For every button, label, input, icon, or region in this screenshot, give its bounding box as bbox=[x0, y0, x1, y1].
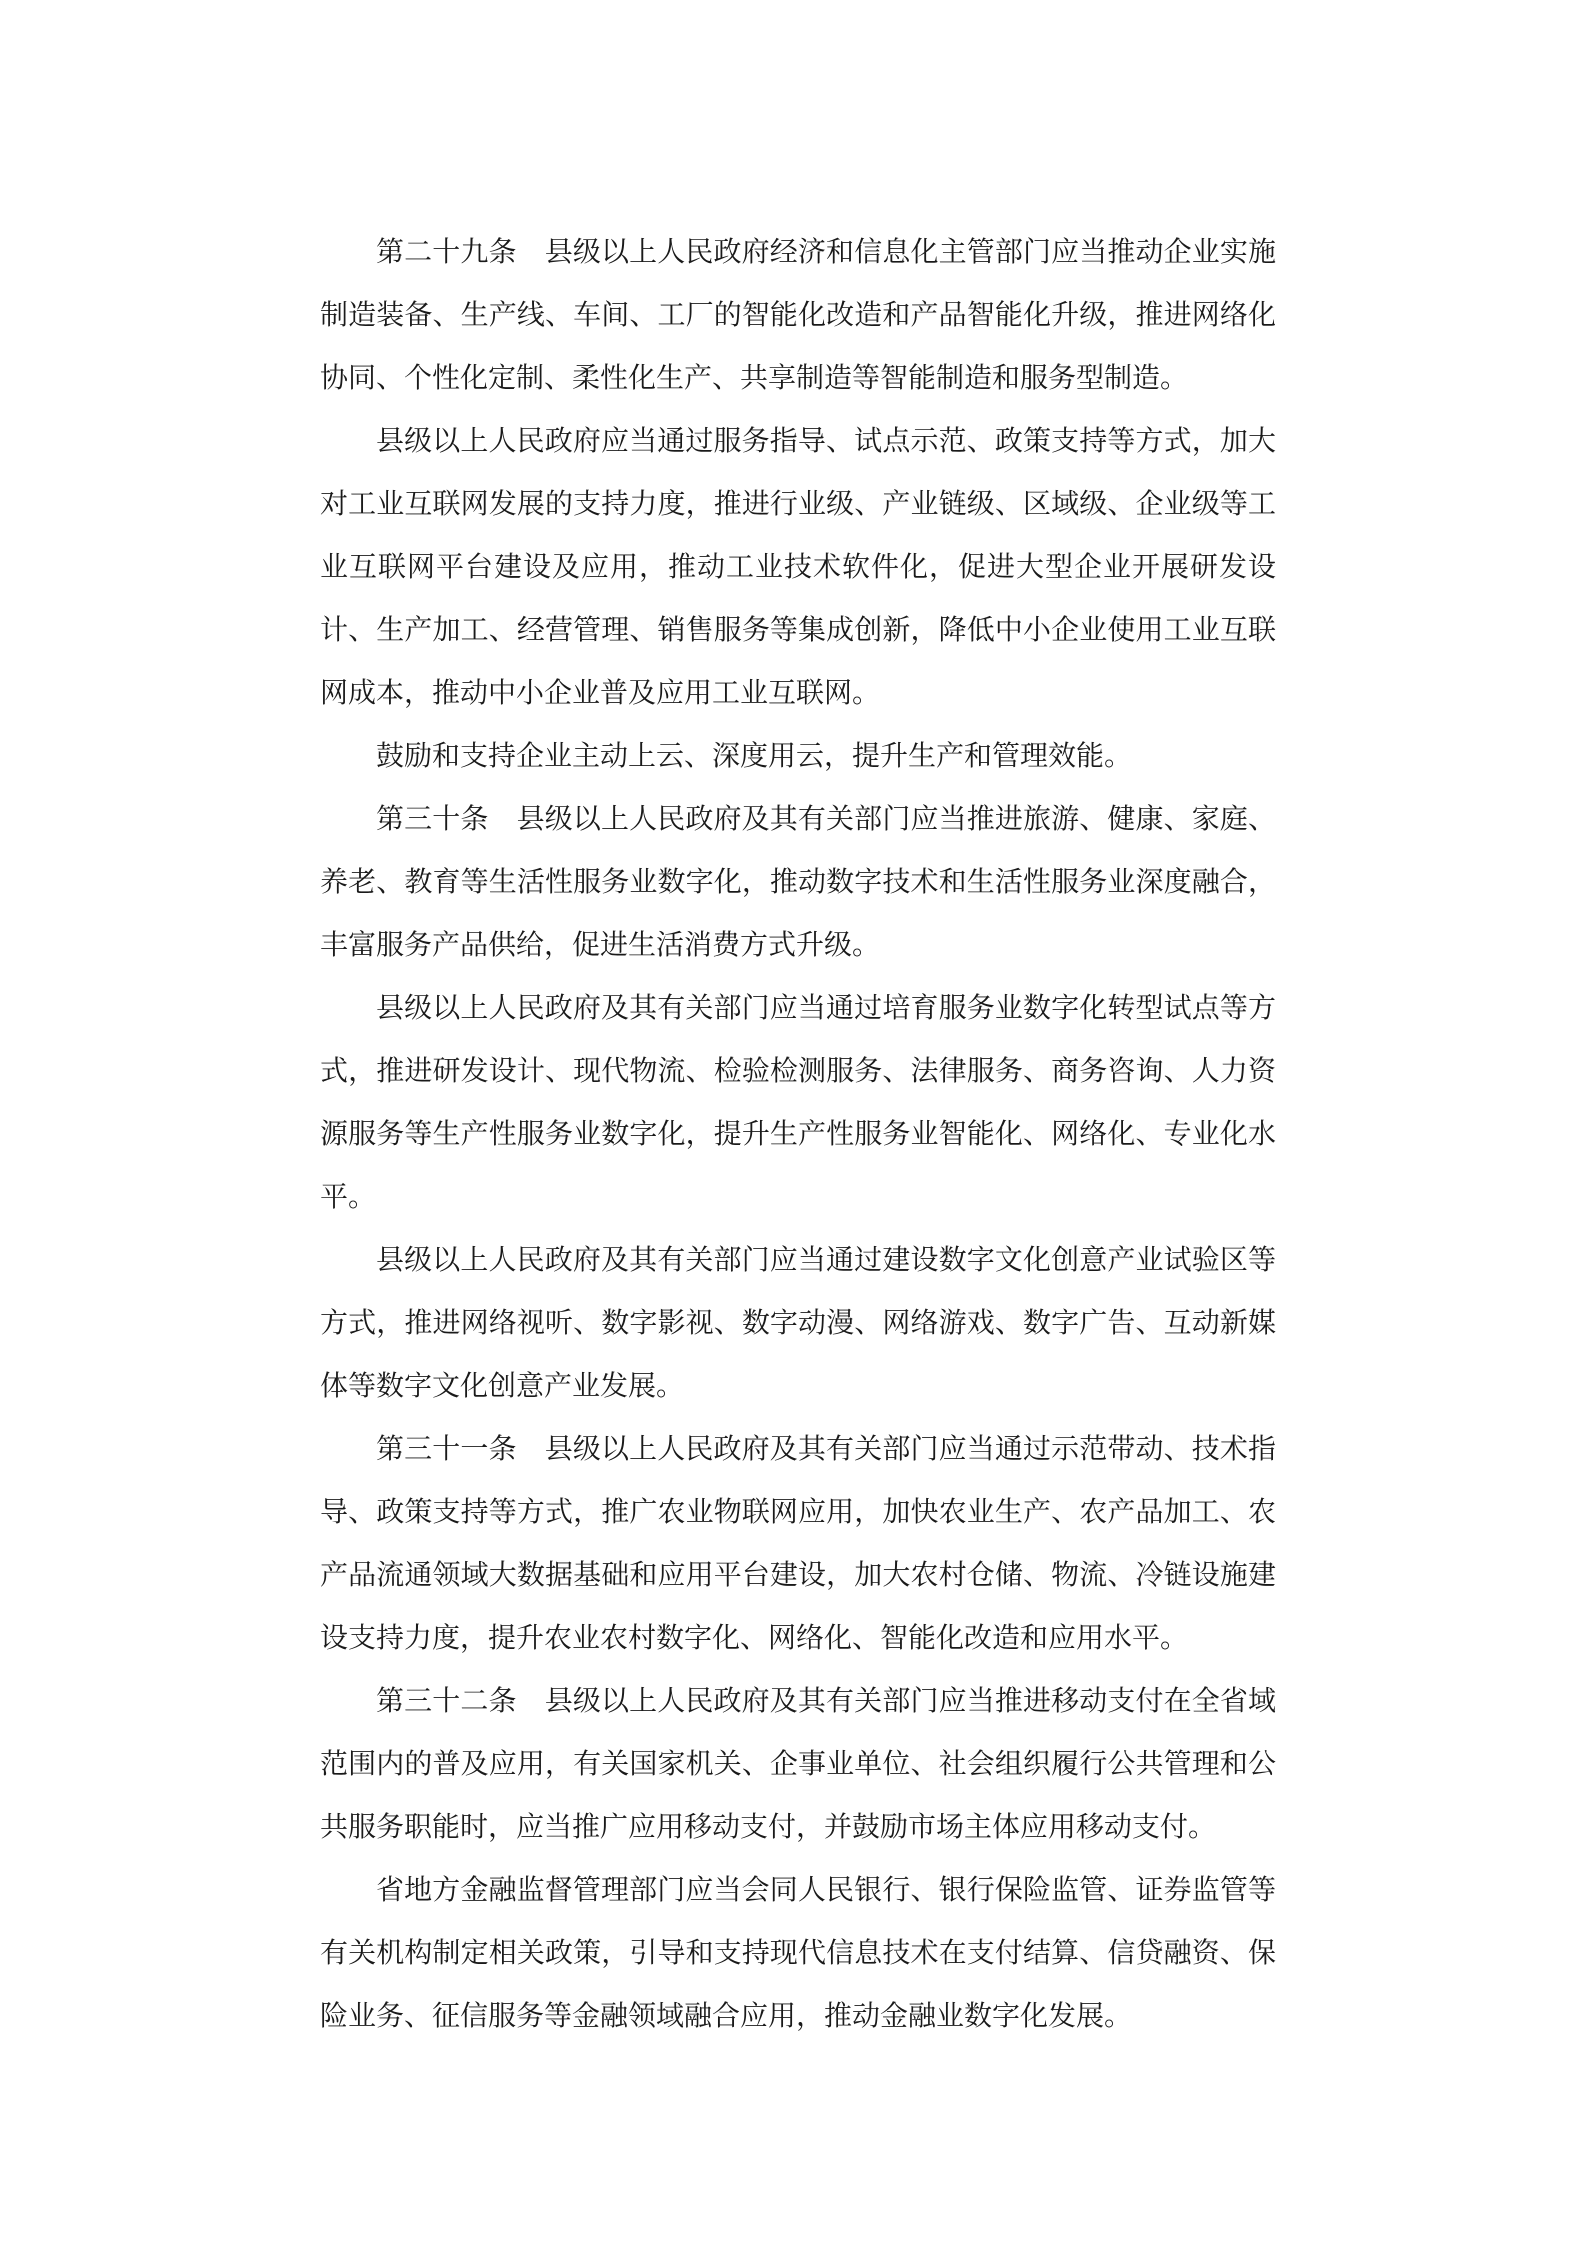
paragraph: 县级以上人民政府及其有关部门应当通过建设数字文化创意产业试验区等方式，推进网络视听、数字影视、数字动漫、网络游戏、数字广告、互动新媒体等数字文化创意产业发展。 bbox=[320, 1243, 1276, 1402]
paragraph-article-31: 第三十一条 县级以上人民政府及其有关部门应当通过示范带动、技术指导、政策支持等方式，推广农业物联网应用，加快农业生产、农产品加工、农产品流通领域大数据基础和应用平台建设，加大农村仓储、物流、冷链设施建设支持力度，提升农业农村数字化、网络化、智能化改造和应用水平。 bbox=[320, 1432, 1276, 1654]
paragraph-article-32: 第三十二条 县级以上人民政府及其有关部门应当推进移动支付在全省域范围内的普及应用，有关国家机关、企事业单位、社会组织履行公共管理和公共服务职能时，应当推广应用移动支付，并鼓励市场主体应用移动支付。 bbox=[320, 1684, 1276, 1843]
paragraph-article-29: 第二十九条 县级以上人民政府经济和信息化主管部门应当推动企业实施制造装备、生产线、车间、工厂的智能化改造和产品智能化升级，推进网络化协同、个性化定制、柔性化生产、共享制造等智能制造和服务型制造。 bbox=[320, 235, 1276, 394]
paragraph: 县级以上人民政府应当通过服务指导、试点示范、政策支持等方式，加大对工业互联网发展的支持力度，推进行业级、产业链级、区域级、企业级等工业互联网平台建设及应用，推动工业技术软件化，促进大型企业开展研发设计、生产加工、经营管理、销售服务等集成创新，降低中小企业使用工业互联网成本，推动中小企业普及应用工业互联网。 bbox=[320, 424, 1276, 709]
paragraph-article-30: 第三十条 县级以上人民政府及其有关部门应当推进旅游、健康、家庭、养老、教育等生活性服务业数字化，推动数字技术和生活性服务业深度融合，丰富服务产品供给，促进生活消费方式升级。 bbox=[320, 802, 1276, 961]
document-page bbox=[320, 220, 1276, 2047]
paragraph: 鼓励和支持企业主动上云、深度用云，提升生产和管理效能。 bbox=[376, 739, 1133, 772]
paragraph: 县级以上人民政府及其有关部门应当通过培育服务业数字化转型试点等方式，推进研发设计、现代物流、检验检测服务、法律服务、商务咨询、人力资源服务等生产性服务业数字化，提升生产性服务业智能化、网络化、专业化水平。 bbox=[320, 991, 1276, 1213]
paragraph: 省地方金融监督管理部门应当会同人民银行、银行保险监管、证券监管等有关机构制定相关政策，引导和支持现代信息技术在支付结算、信贷融资、保险业务、征信服务等金融领域融合应用，推动金融业数字化发展。 bbox=[320, 1873, 1276, 2032]
